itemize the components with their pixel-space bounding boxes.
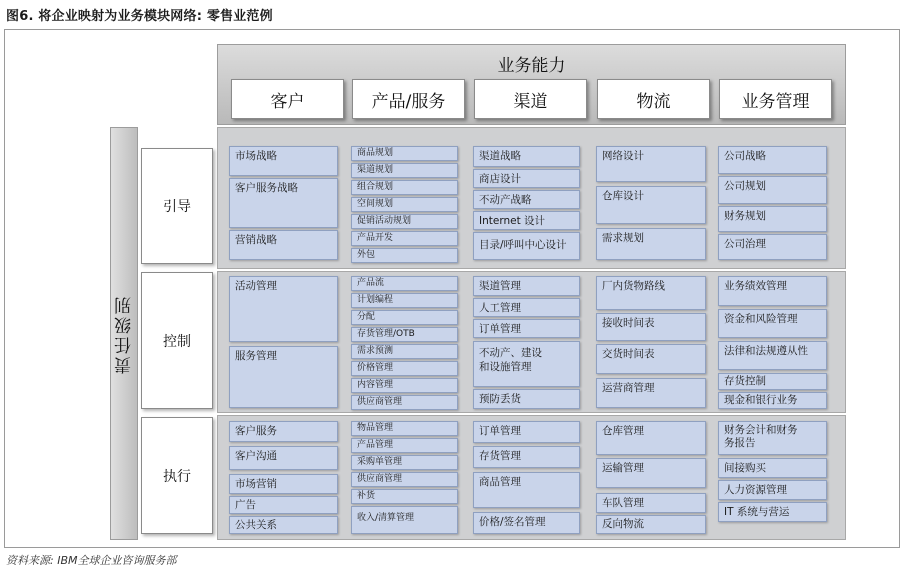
capability-customer: 客户	[231, 79, 344, 119]
module-replenishment: 补货	[351, 489, 458, 504]
module-purchase-order-management: 采购单管理	[351, 455, 458, 470]
module-labor-management: 人工管理	[473, 298, 580, 317]
module-customer-service: 客户服务	[229, 421, 338, 442]
module-warehouse-design: 仓库设计	[596, 186, 706, 224]
module-public-relations: 公共关系	[229, 516, 338, 534]
module-channel-management: 渠道管理	[473, 276, 580, 296]
module-loss-prevention: 预防丢货	[473, 389, 580, 409]
module-corporate-governance: 公司治理	[718, 234, 827, 260]
module-real-estate-facilities: 不动产、建设 和设施管理	[473, 341, 580, 387]
module-inventory-management: 存货管理	[473, 446, 580, 468]
module-customer-communication: 客户沟通	[229, 446, 338, 470]
module-marketing-strategy: 营销战略	[229, 230, 338, 260]
capability-panel	[217, 44, 846, 125]
module-channel-strategy: 渠道战略	[473, 146, 580, 167]
source-note: 资料来源: IBM全球企业咨询服务部	[6, 554, 177, 567]
module-treasury-risk: 资金和风险管理	[718, 309, 827, 338]
module-revenue-settlement: 收入/清算管理	[351, 506, 458, 534]
module-campaign-management: 活动管理	[229, 276, 338, 342]
module-supplier-management: 供应商管理	[351, 395, 458, 410]
level-guide: 引导	[141, 148, 213, 264]
module-carrier-management: 运营商管理	[596, 378, 706, 408]
module-cash-banking: 现金和银行业务	[718, 392, 827, 409]
capability-header: 业务能力	[497, 56, 566, 76]
module-it-systems-operations: IT 系统与营运	[718, 502, 827, 522]
module-merchandise-management: 商品管理	[473, 472, 580, 508]
module-delivery-schedule: 交货时间表	[596, 344, 706, 374]
capability-logistics: 物流	[597, 79, 710, 119]
responsibility-panel	[110, 127, 138, 540]
module-space-planning: 空间规划	[351, 197, 458, 212]
module-market-strategy: 市场战略	[229, 146, 338, 176]
module-price-management: 价格管理	[351, 361, 458, 376]
module-allocation: 分配	[351, 310, 458, 325]
capability-management: 业务管理	[719, 79, 832, 119]
module-outsourcing: 外包	[351, 248, 458, 263]
module-financial-planning: 财务规划	[718, 206, 827, 232]
module-receiving-schedule: 接收时间表	[596, 313, 706, 341]
responsibility-header: 责任级别	[114, 293, 135, 374]
module-content-management: 内容管理	[351, 378, 458, 393]
module-assortment-planning: 组合规划	[351, 180, 458, 195]
module-advertising: 广告	[229, 496, 338, 514]
module-corporate-planning: 公司规划	[718, 176, 827, 204]
module-scheduling: 计划编程	[351, 293, 458, 308]
capability-channel: 渠道	[474, 79, 587, 119]
module-promotion-planning: 促销活动规划	[351, 214, 458, 229]
module-order-management-execute: 订单管理	[473, 421, 580, 443]
module-warehouse-management: 仓库管理	[596, 421, 706, 455]
module-product-development: 产品开发	[351, 231, 458, 246]
module-service-management: 服务管理	[229, 346, 338, 408]
level-control: 控制	[141, 272, 213, 409]
module-order-management: 订单管理	[473, 319, 580, 338]
capability-product-service: 产品/服务	[352, 79, 465, 119]
module-inventory-control: 存货控制	[718, 373, 827, 390]
module-price-signage-management: 价格/签名管理	[473, 512, 580, 534]
module-indirect-procurement: 间接购买	[718, 458, 827, 478]
module-performance-management: 业务绩效管理	[718, 276, 827, 306]
module-channel-planning: 渠道规划	[351, 163, 458, 178]
module-product-flow: 产品流	[351, 276, 458, 291]
module-corporate-strategy: 公司战略	[718, 146, 827, 174]
module-store-design: 商店设计	[473, 169, 580, 188]
module-internet-design: Internet 设计	[473, 211, 580, 230]
module-legal-compliance: 法律和法规遵从性	[718, 341, 827, 370]
module-transportation-management: 运输管理	[596, 458, 706, 488]
module-marketing: 市场营销	[229, 474, 338, 494]
module-inventory-otb: 存货管理/OTB	[351, 327, 458, 342]
module-hr-management: 人力资源管理	[718, 480, 827, 500]
module-fleet-management: 车队管理	[596, 493, 706, 513]
module-network-design: 网络设计	[596, 146, 706, 182]
module-real-estate-strategy: 不动产战略	[473, 190, 580, 209]
module-reverse-logistics: 反向物流	[596, 515, 706, 534]
module-supplier-management-execute: 供应商管理	[351, 472, 458, 487]
module-customer-service-strategy: 客户服务战略	[229, 178, 338, 228]
module-in-plant-routing: 厂内货物路线	[596, 276, 706, 310]
module-product-management: 产品管理	[351, 438, 458, 453]
module-item-management: 物品管理	[351, 421, 458, 436]
level-execute: 执行	[141, 417, 213, 534]
module-merchandise-planning: 商品规划	[351, 146, 458, 161]
figure-title: 图6. 将企业映射为业务模块网络: 零售业范例	[6, 9, 273, 24]
module-demand-planning: 需求规划	[596, 228, 706, 260]
module-demand-forecast: 需求预测	[351, 344, 458, 359]
module-catalog-call-center-design: 目录/呼叫中心设计	[473, 232, 580, 260]
module-financial-accounting-reporting: 财务会计和财务 务报告	[718, 421, 827, 455]
